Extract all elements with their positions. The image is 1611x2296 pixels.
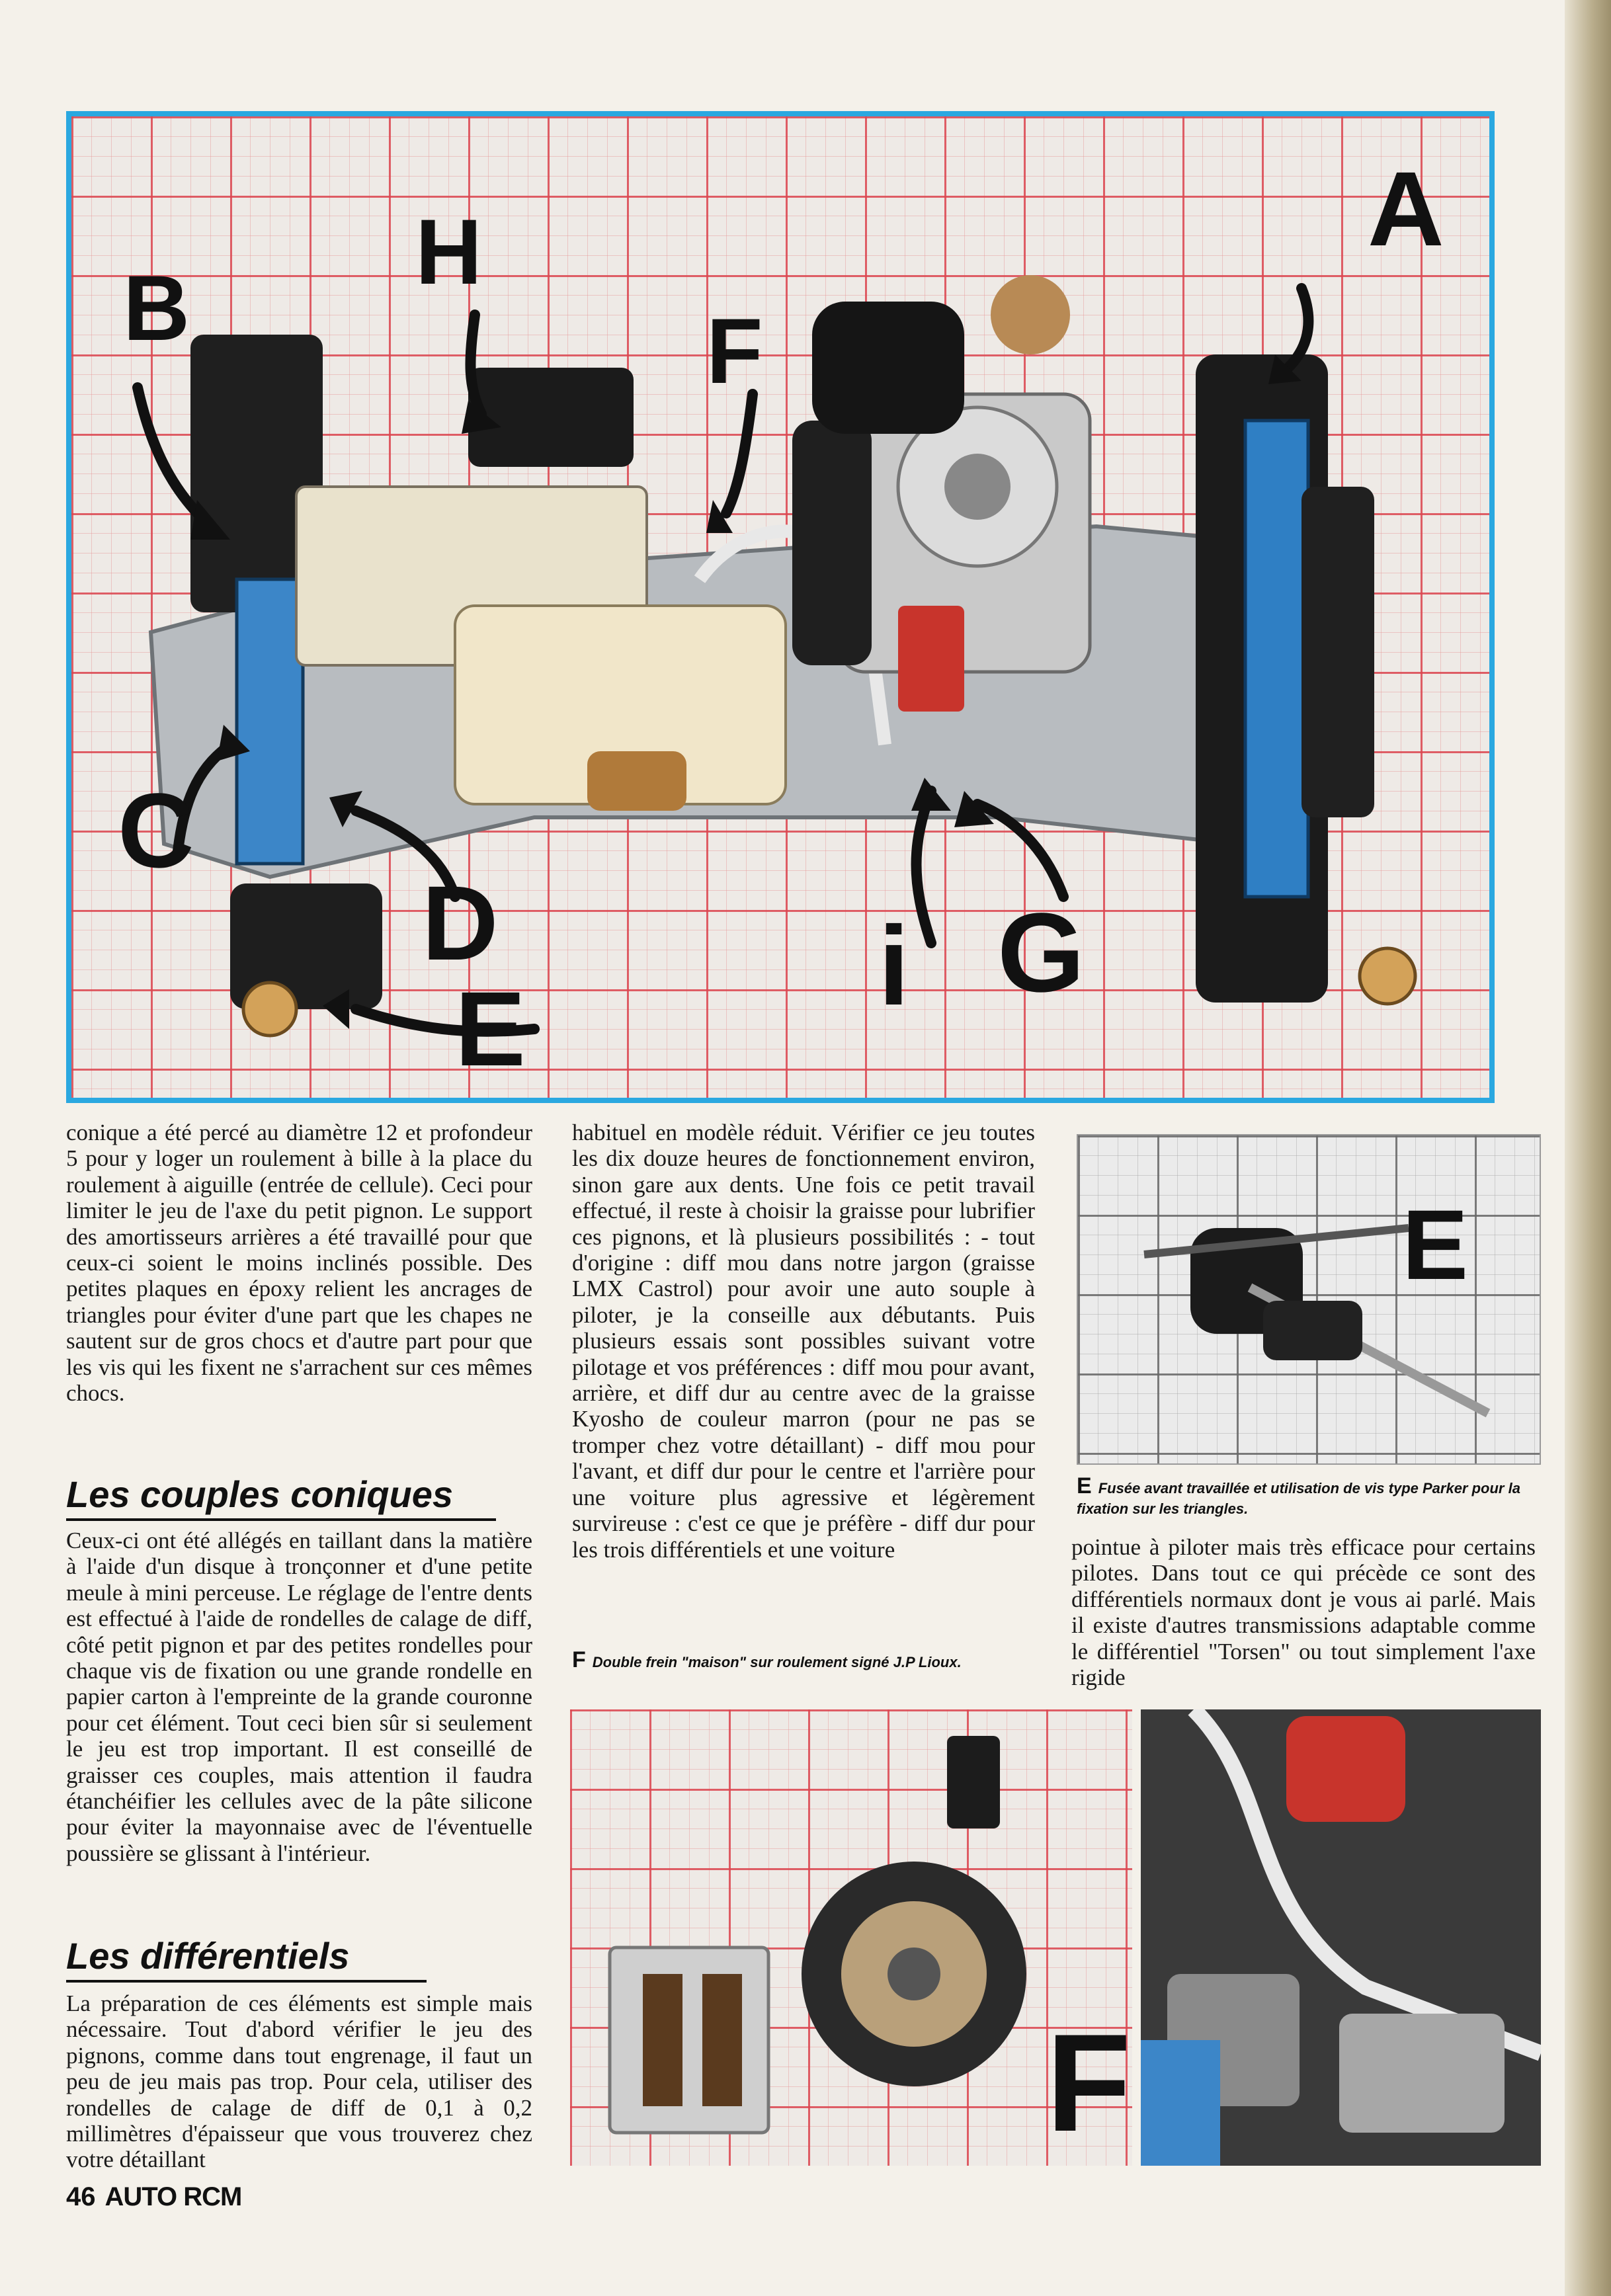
caption-e-text: Fusée avant travaillée et utilisation de vis type Parker pour la fixation sur les triangles. (1077, 1480, 1520, 1517)
caption-e-label: E (1077, 1473, 1092, 1498)
page-number: 46 (66, 2182, 96, 2211)
callout-label-d: D (422, 864, 499, 982)
paragraph-couples: Ceux-ci ont été allégés en taillant dans la matière à l'aide d'un disque à tronçonner et d'une petite meule à mini perceuse. Le réglage de l'entre dents est effectué à l'aide de rondelles de calage de diff, côté petit pignon et par des petites rondelles pour chaque vis de fixation ou une grande rondelle en papier carton à l'empreinte de la grande couronne pour cet élément. Tout ceci bien sûr si seulement le jeu est trop important. Il est conseillé de graisser ces couples, mais attention il faudra étanchéifier les cellules avec de la pâte silicone pour éviter la mayonnaise avec de l'éventuelle poussière se glissant à l'intérieur. (66, 1528, 532, 1866)
main-chassis-photo (66, 111, 1495, 1103)
section-heading-couples: Les couples coniques (66, 1476, 496, 1521)
photo-e-letter: E (1402, 1189, 1469, 1300)
callout-label-c: C (118, 771, 194, 889)
article-column-2 (572, 1120, 1035, 1563)
page-footer (66, 2182, 241, 2212)
article-column-1-couples (66, 1528, 532, 1866)
caption-f-text: Double frein "maison" sur roulement signé J.P Lioux. (592, 1654, 962, 1670)
photo-f-letter: F (1046, 2005, 1132, 2160)
callout-label-i: i (878, 903, 910, 1029)
chassis-illustration (71, 116, 1489, 1098)
paragraph-intro: conique a été percé au diamètre 12 et profondeur 5 pour y loger un roulement à bille à la place du roulement à aiguille (entrée de cellule). Ceci pour limiter le jeu de l'axe du petit pignon. Le support des amortisseurs arrières a été travaillé pour que ceux-ci soient le moins inclinés possible. Des petites plaques en époxy relient les ancrages de triangles pour éviter d'une part que les chapes ne sautent sur de gros chocs et d'autre part pour que les vis qui les fixent ne s'arrachent sur ces mêmes chocs. (66, 1120, 532, 1407)
paragraph-column-2: habituel en modèle réduit. Vérifier ce jeu toutes les dix douze heures de fonctionnement environ, sinon gare aux dents. Une fois ce petit travail effectué, il reste à choisir la graisse pour lubrifier ces pignons, et là plusieurs possibilités : - tout d'origine : diff mou dans notre jargon (graisse LMX Castrol) pour avoir une auto souple à piloter, je la conseille aux débutants. Puis plusieurs essais sont possibles suivant votre pilotage et vos préférences : diff mou pour avant, arrière, et diff dur au centre avec de la graisse Kyosho de couleur marron (pour ne pas se tromper chez votre détaillant) - diff mou pour l'avant, et diff dur pour le centre et l'arrière pour une voiture plus agressive et légèrement survireuse : c'est ce que je préfère - diff dur pour les trois différentiels et une voiture (572, 1120, 1035, 1563)
photo-e-fusee (1077, 1134, 1541, 1465)
article-column-3 (1071, 1534, 1536, 1690)
section-heading-differentiels: Les différentiels (66, 1938, 427, 1983)
fusee-illustration (1078, 1135, 1541, 1465)
caption-e (1077, 1473, 1553, 1519)
photo-brake-mounted (1141, 1709, 1541, 2166)
caption-f (572, 1647, 1035, 1672)
callout-label-a: A (1368, 149, 1444, 268)
caption-f-label: F (572, 1647, 586, 1672)
callout-label-e: E (455, 969, 526, 1088)
article-column-1-diff (66, 1990, 532, 2173)
paragraph-column-3: pointue à piloter mais très efficace pour certains pilotes. Dans tout ce qui précède ce sont des différentiels normaux dont je vous ai parlé. Mais il existe d'autres transmissions adaptable comme le différentiel "Torsen" ou tout simplement l'axe rigide (1071, 1534, 1536, 1691)
mounted-brake-illustration (1141, 1709, 1541, 2166)
page-edge (1565, 0, 1611, 2296)
callout-label-h: H (415, 200, 483, 304)
magazine-name: AUTO RCM (104, 2182, 242, 2211)
callout-label-b: B (123, 256, 190, 360)
paragraph-differentiels: La préparation de ces éléments est simple mais nécessaire. Tout d'abord vérifier le jeu des pignons, comme dans tout engrenage, il faut un peu de jeu mais pas trop. Pour cela, utiliser des rondelles de calage de diff de 0,1 à 0,2 millimètres d'épaisseur que vous trouverez chez votre détaillant (66, 1990, 532, 2173)
callout-label-g: G (997, 890, 1085, 1016)
photo-f-brake (570, 1709, 1132, 2166)
article-column-1 (66, 1120, 532, 1406)
callout-label-f: F (706, 299, 763, 403)
